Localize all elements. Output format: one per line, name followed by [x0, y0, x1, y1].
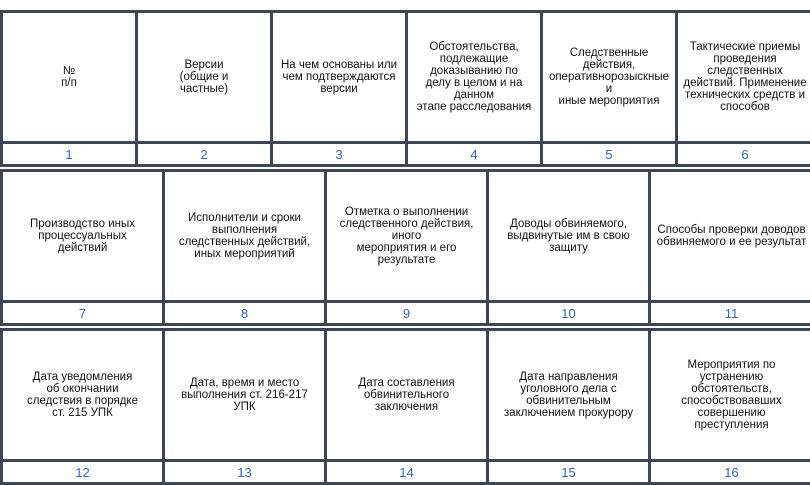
plan-table-part-3	[0, 328, 810, 485]
column-number: 5	[542, 143, 677, 166]
header-cell-indictment-date: Дата составления обвинительного заключения	[326, 330, 488, 461]
column-number: 14	[326, 461, 488, 484]
header-cell-article-216-217: Дата, время и место выполнения ст. 216-217 УПК	[164, 330, 326, 461]
column-number: 7	[2, 302, 164, 325]
header-cell-other-procedures: Производство иных процессуальных действий	[2, 171, 164, 302]
header-cell-verification-methods: Способы проверки доводов обвиняемого и ее результат	[650, 171, 810, 302]
header-cell-investigative-actions: Следственные действия, оперативнорозыскные и иные мероприятия	[542, 12, 677, 143]
header-cell-version-basis: На чем основаны или чем подтверждаются версии	[272, 12, 407, 143]
header-cell-submission-date: Дата направления уголовного дела с обвинительным заключением прокурору	[488, 330, 650, 461]
plan-table-part-2	[0, 169, 810, 326]
header-cell-versions: Версии (общие и частные)	[137, 12, 272, 143]
column-number: 3	[272, 143, 407, 166]
column-number: 12	[2, 461, 164, 484]
header-cell-notification-date: Дата уведомления об окончании следствия в порядке ст. 215 УПК	[2, 330, 164, 461]
column-number: 13	[164, 461, 326, 484]
header-cell-prevention-measures: Мероприятия по устранению обстоятельств, способствовавших совершению преступления	[650, 330, 810, 461]
header-cell-completion-mark: Отметка о выполнении следственного действия, иного мероприятия и его результате	[326, 171, 488, 302]
header-cell-number: № п/п	[2, 12, 137, 143]
column-number: 9	[326, 302, 488, 325]
column-number: 1	[2, 143, 137, 166]
column-number: 8	[164, 302, 326, 325]
header-cell-defense-arguments: Доводы обвиняемого, выдвинутые им в свою защиту	[488, 171, 650, 302]
column-number: 16	[650, 461, 810, 484]
column-number: 2	[137, 143, 272, 166]
header-cell-circumstances: Обстоятельства, подлежащие доказыванию по делу в целом и на данном этапе расследования	[407, 12, 542, 143]
column-number: 11	[650, 302, 810, 325]
column-number: 10	[488, 302, 650, 325]
column-number: 6	[677, 143, 810, 166]
column-number: 4	[407, 143, 542, 166]
header-cell-executors-deadlines: Исполнители и сроки выполнения следственных действий, иных мероприятий	[164, 171, 326, 302]
header-cell-tactics: Тактические приемы проведения следственных действий. Применение технических средств и способов	[677, 12, 810, 143]
column-number: 15	[488, 461, 650, 484]
plan-table-part-1	[0, 10, 810, 167]
